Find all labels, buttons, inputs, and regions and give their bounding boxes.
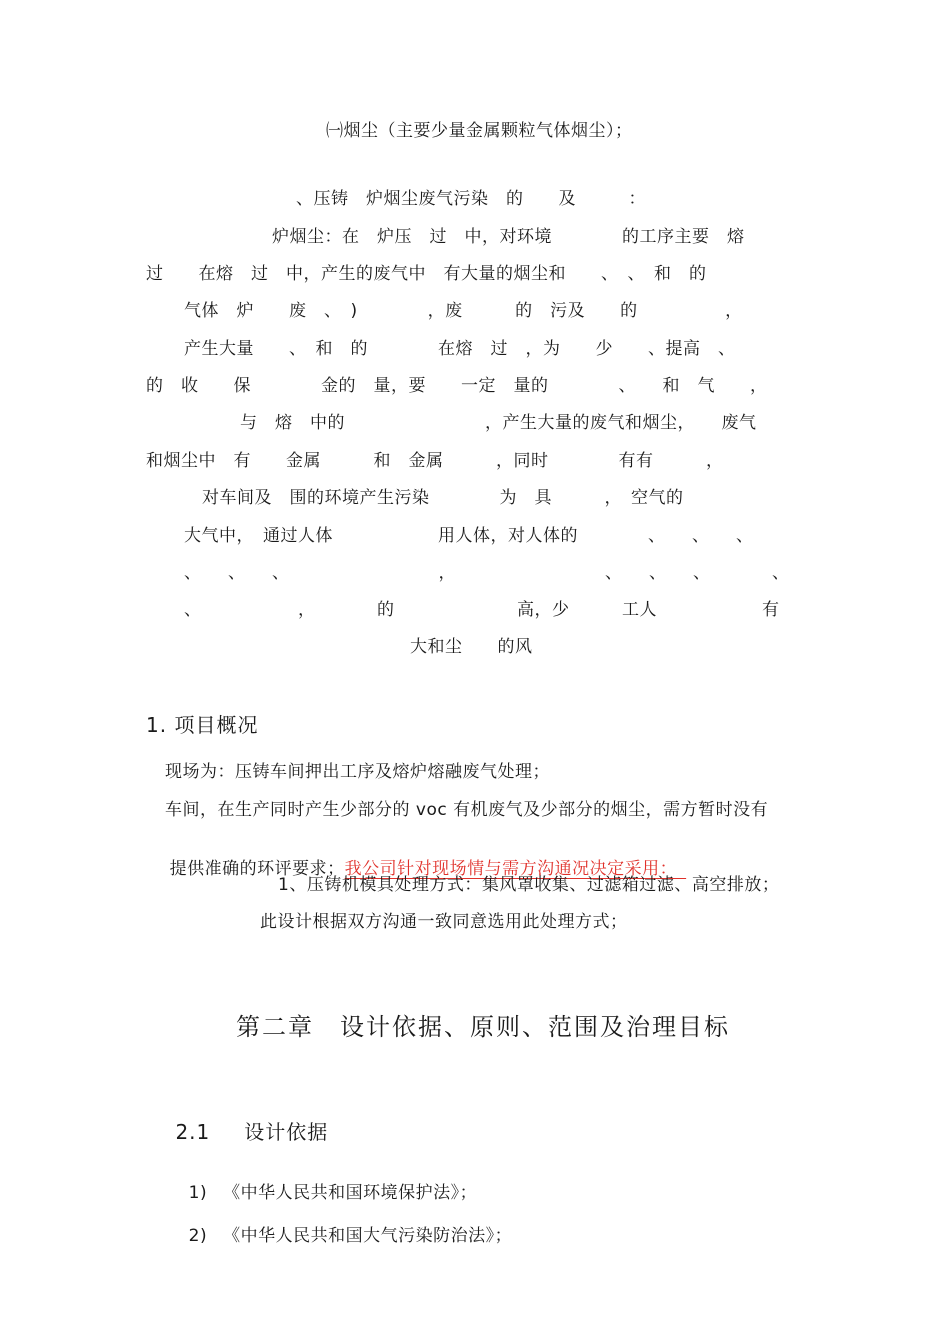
section-title: 设计依据 xyxy=(244,1120,329,1144)
fragment-line-11: 大气中， 通过人体 用人体，对人体的 、 、 、 xyxy=(184,526,754,546)
fragment-line-1: ㈠烟尘（主要少量金属颗粒气体烟尘）； xyxy=(326,121,633,141)
basis-list-item xyxy=(165,1203,512,1269)
fragment-line-5: 气体 炉 废 、 ) ，废 的 污及 的 ， xyxy=(184,301,743,321)
chapter-2-title: 第二章 设计依据、原则、范围及治理目标 xyxy=(236,1013,730,1041)
fragment-line-14: 大和尘 的风 xyxy=(410,637,533,657)
fragment-line-12: 、 、 、 ， 、 、 、 、 xyxy=(184,563,790,583)
list-item-text: 《中华人民共和国大气污染防治法》； xyxy=(223,1226,513,1246)
treatment-method-line: 1、压铸机模具处理方式：集风罩收集、过滤箱过滤、高空排放； xyxy=(278,875,780,895)
section-heading-project-overview: 1. 项目概况 xyxy=(146,713,259,737)
fragment-line-9: 和烟尘中 有 金属 和 金属 ，同时 有有 ， xyxy=(146,451,724,471)
section-number: 2.1 xyxy=(175,1120,211,1144)
fragment-line-3: 炉烟尘：在 炉压 过 中，对环境 的工序主要 熔 xyxy=(272,227,745,247)
fragment-line-4: 过 在熔 过 中，产生的废气中 有大量的烟尘和 、 、 和 的 xyxy=(146,264,707,284)
fragment-line-10: 对车间及 围的环境产生污染 为 具 ， 空气的 xyxy=(202,488,684,508)
overview-line-3-text: 提供准确的环评要求； xyxy=(169,859,345,879)
fragment-line-13: 、 ， 的 高，少 工人 有 xyxy=(184,600,780,620)
highlighted-decision-text: 我公司针对现场情与需方沟通况决定采用： xyxy=(344,859,669,879)
fragment-line-6: 产生大量 、 和 的 在熔 过 ，为 少 、提高 、 xyxy=(184,339,736,359)
overview-line-2: 车间，在生产同时产生少部分的 voc 有机废气及少部分的烟尘，需方暂时没有 xyxy=(165,800,769,820)
fragment-line-8: 与 熔 中的 ，产生大量的废气和烟尘， 废气 xyxy=(240,413,757,433)
list-item-number: 2) xyxy=(188,1226,208,1246)
overview-line-1: 现场为：压铸车间押出工序及熔炉熔融废气处理； xyxy=(165,762,550,782)
list-item-number: 1) xyxy=(188,1183,208,1203)
fragment-line-7: 的 收 保 金的 量，要 一定 量的 、 和 气 ， xyxy=(146,376,768,396)
fragment-line-2: 、压铸 炉烟尘废气污染 的 及 ： xyxy=(296,189,646,209)
list-item-text: 《中华人民共和国环境保护法》； xyxy=(223,1183,478,1203)
agreement-line: 此设计根据双方沟通一致同意选用此处理方式； xyxy=(260,912,628,932)
